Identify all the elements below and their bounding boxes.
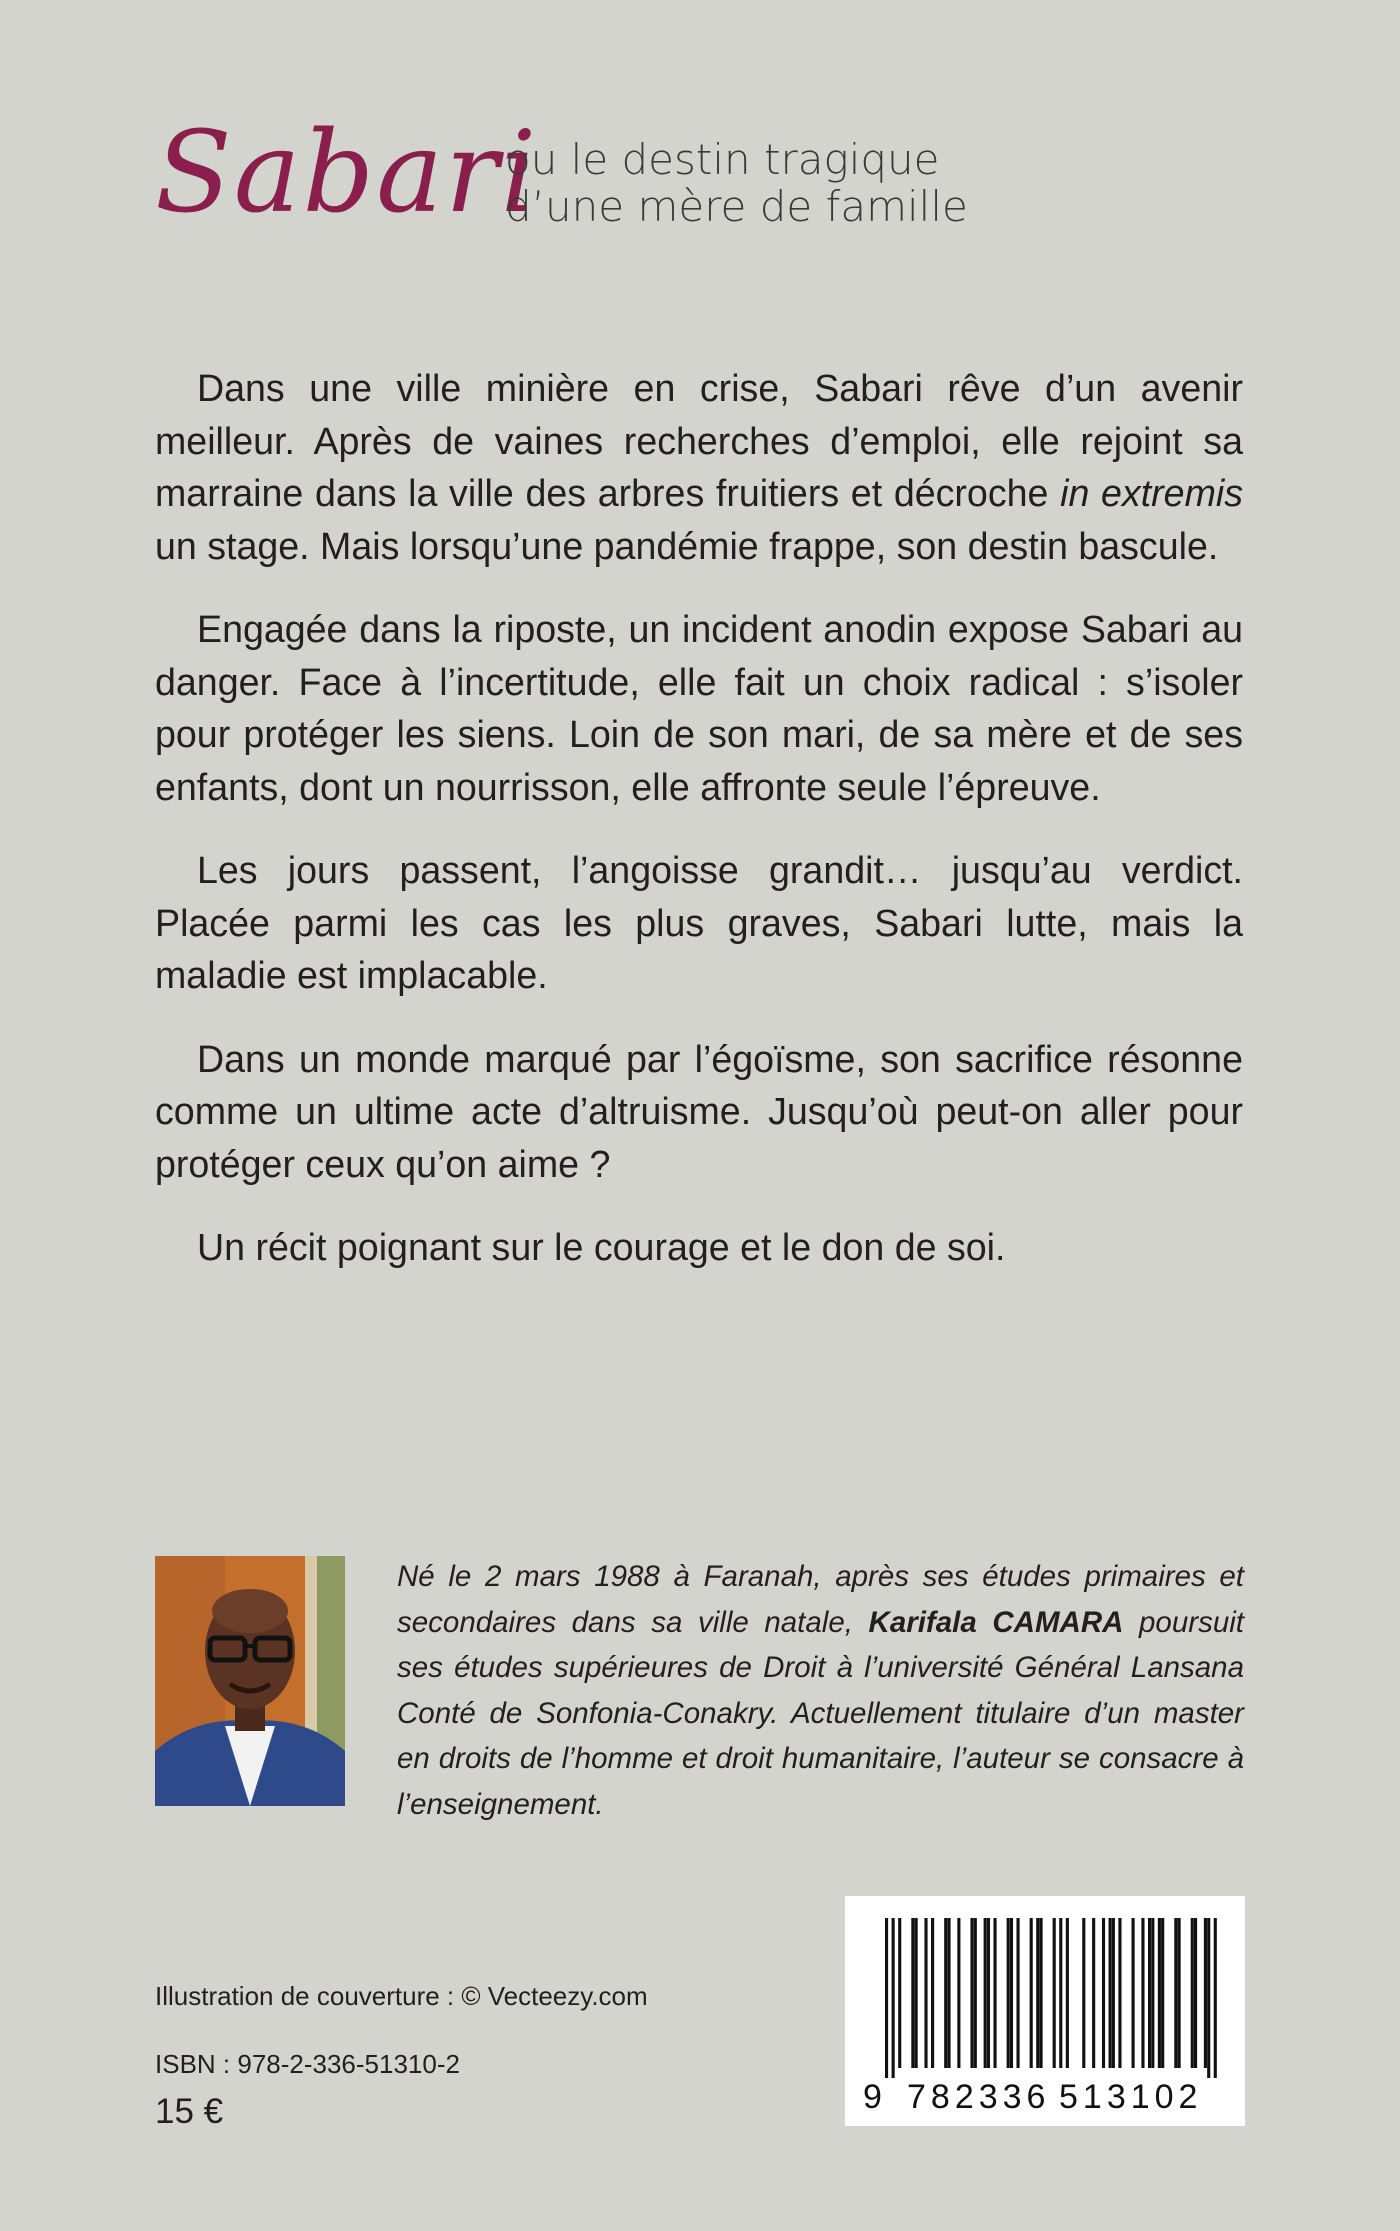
blurb-paragraph-4: Dans un monde marqué par l’égoïsme, son sacrifice résonne comme un ultime acte d’altruisme. Jusqu’où peut-on aller pour protéger ceux qu’on aime ? — [155, 1037, 1243, 1185]
author-bio — [397, 1554, 1244, 1827]
barcode — [845, 1896, 1245, 2126]
blurb — [155, 362, 1243, 1274]
barcode-bar — [1194, 1918, 1197, 2068]
barcode-bar — [947, 1918, 950, 2068]
barcode-icon — [845, 1896, 1245, 2126]
barcode-bar — [1207, 1918, 1210, 2078]
barcode-bar — [1132, 1918, 1135, 2068]
blurb-paragraph-5: Un récit poignant sur le courage et le don de soi. — [197, 1226, 1006, 1268]
barcode-bar — [1118, 1918, 1121, 2068]
isbn: ISBN : 978-2-336-51310-2 — [155, 2049, 460, 2079]
barcode-bar — [1161, 1918, 1164, 2068]
barcode-bar — [987, 1918, 990, 2068]
barcode-bar — [1059, 1918, 1062, 2068]
blurb-p1-text-end: un stage. Mais lorsqu’une pandémie frappe, son destin bascule. — [155, 524, 1219, 567]
blurb-p1-italic: in extremis — [1060, 472, 1244, 514]
barcode-bar — [911, 1918, 914, 2068]
blurb-p1-text: Dans une ville minière en crise, Sabari rêve d’un avenir meilleur. Après de vaines recherches d’emploi, elle rejoint sa marraine dans la ville des arbres fruitiers et décroche — [155, 367, 1243, 514]
barcode-digits-right: 513102 — [1059, 2078, 1203, 2116]
barcode-bar — [1141, 1918, 1144, 2068]
barcode-bar — [974, 1918, 977, 2068]
blurb-paragraph-1 — [155, 362, 1243, 572]
barcode-bar — [1016, 1918, 1019, 2068]
barcode-bar — [1040, 1918, 1043, 2068]
blurb-paragraph-3: Les jours passent, l’angoisse grandit… jusqu’au verdict. Placée parmi les cas les plus graves, Sabari lutte, mais la maladie est implacable. — [155, 849, 1243, 996]
price: 15 € — [155, 2092, 224, 2131]
barcode-bar — [898, 1918, 901, 2068]
barcode-bar — [1082, 1918, 1085, 2068]
bio-text-end: poursuit ses études supérieures de Droit à l’université Général Lansana Conté de Sonfonia-Conakry. Actuellement titulaire d’un master en droits de l’homme et droit humanitaire, l’auteur se consacre à l’enseignement. — [397, 1605, 1244, 1821]
blurb-paragraph-2: Engagée dans la riposte, un incident anodin expose Sabari au danger. Face à l’incertitude, elle fait un choix radical : s’isoler pour protéger les siens. Loin de son mari, de sa mère et de ses enfants, dont un nourrisson, elle affronte seule l’épreuve. — [155, 608, 1243, 808]
barcode-bar — [892, 1918, 895, 2078]
author-photo — [155, 1556, 345, 1806]
barcode-bar — [1092, 1918, 1095, 2068]
barcode-bar — [1109, 1918, 1112, 2068]
barcode-bar — [1030, 1918, 1033, 2068]
barcode-bar — [1036, 1918, 1039, 2068]
barcode-bar — [1204, 1918, 1207, 2068]
barcode-digit-first: 9 — [863, 2078, 882, 2116]
subtitle-line-1: ou le destin tragique — [505, 135, 940, 184]
barcode-bar — [924, 1918, 927, 2068]
barcode-bar — [1178, 1918, 1181, 2068]
barcode-bar — [885, 1918, 888, 2078]
barcode-bar — [1191, 1918, 1194, 2068]
illustration-credit: Illustration de couverture : © Vecteezy.com — [155, 1981, 648, 2011]
barcode-bar — [1010, 1918, 1013, 2068]
barcode-bar — [915, 1918, 918, 2068]
barcode-bar — [957, 1918, 960, 2068]
barcode-bar — [993, 1918, 996, 2068]
barcode-bar — [1112, 1918, 1115, 2068]
barcode-bar — [944, 1918, 947, 2068]
barcode-bar — [1158, 1918, 1161, 2068]
barcode-bar — [931, 1918, 934, 2068]
barcode-bar — [1053, 1918, 1056, 2068]
subtitle-line-2: d’une mère de famille — [505, 182, 968, 231]
barcode-bar — [1007, 1918, 1010, 2068]
barcode-bar — [1151, 1918, 1154, 2068]
bio-text: Né le 2 mars 1988 à Faranah, après ses études primaires et secondaires dans sa ville natale, — [397, 1560, 1244, 1639]
barcode-bar — [1174, 1918, 1177, 2068]
barcode-bar — [984, 1918, 987, 2068]
barcode-bar — [1214, 1918, 1217, 2078]
book-title: Sabari — [155, 108, 539, 238]
barcode-bar — [1148, 1918, 1151, 2068]
barcode-bar — [1066, 1918, 1069, 2068]
barcode-bar — [1102, 1918, 1105, 2068]
author-name: Karifala CAMARA — [868, 1605, 1124, 1639]
author-portrait-icon — [155, 1556, 345, 1806]
book-subtitle — [505, 136, 968, 230]
barcode-bar — [970, 1918, 973, 2068]
barcode-digits-left: 782336 — [907, 2078, 1051, 2116]
